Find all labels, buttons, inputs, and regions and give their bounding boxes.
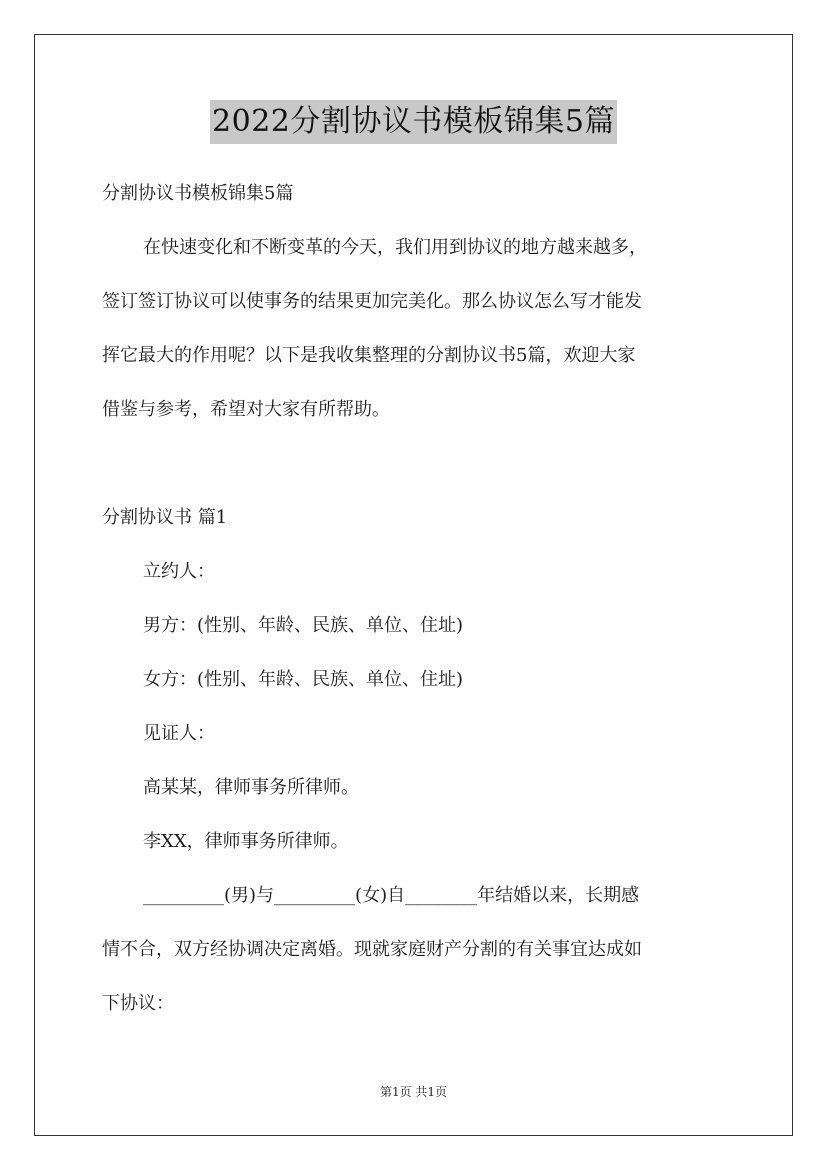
intro-line: 挥它最大的作用呢？以下是我收集整理的分割协议书5篇，欢迎大家 xyxy=(102,345,636,366)
intro-line: 签订签订协议可以使事务的结果更加完美化。那么协议怎么写才能发 xyxy=(102,291,642,312)
body-line: 见证人： xyxy=(143,723,215,744)
page-footer: 第1页 共1页 xyxy=(379,1085,448,1099)
body-line: 高某某，律师事务所律师。 xyxy=(143,777,359,798)
body-line: 立约人： xyxy=(143,561,215,582)
body-line: 情不合，双方经协调决定离婚。现就家庭财产分割的有关事宜达成如 xyxy=(102,939,642,960)
intro-line: 在快速变化和不断变革的今天，我们用到协议的地方越来越多， xyxy=(143,237,647,258)
document-subtitle: 分割协议书模板锦集5篇 xyxy=(102,183,294,204)
body-line: 男方：(性别、年龄、民族、单位、住址) xyxy=(143,615,464,636)
title-wrap xyxy=(0,100,827,144)
body-line: 女方：(性别、年龄、民族、单位、住址) xyxy=(143,669,464,690)
intro-line: 借鉴与参考，希望对大家有所帮助。 xyxy=(102,399,390,420)
section-heading: 分割协议书 篇1 xyxy=(102,507,228,528)
body-line: 李XX，律师事务所律师。 xyxy=(143,831,349,852)
body-line: _________(男)与_________(女)自________年结婚以来，长期感 xyxy=(143,885,640,906)
document-title: 2022分割协议书模板锦集5篇 xyxy=(210,100,617,144)
body-line: 下协议： xyxy=(102,993,174,1014)
